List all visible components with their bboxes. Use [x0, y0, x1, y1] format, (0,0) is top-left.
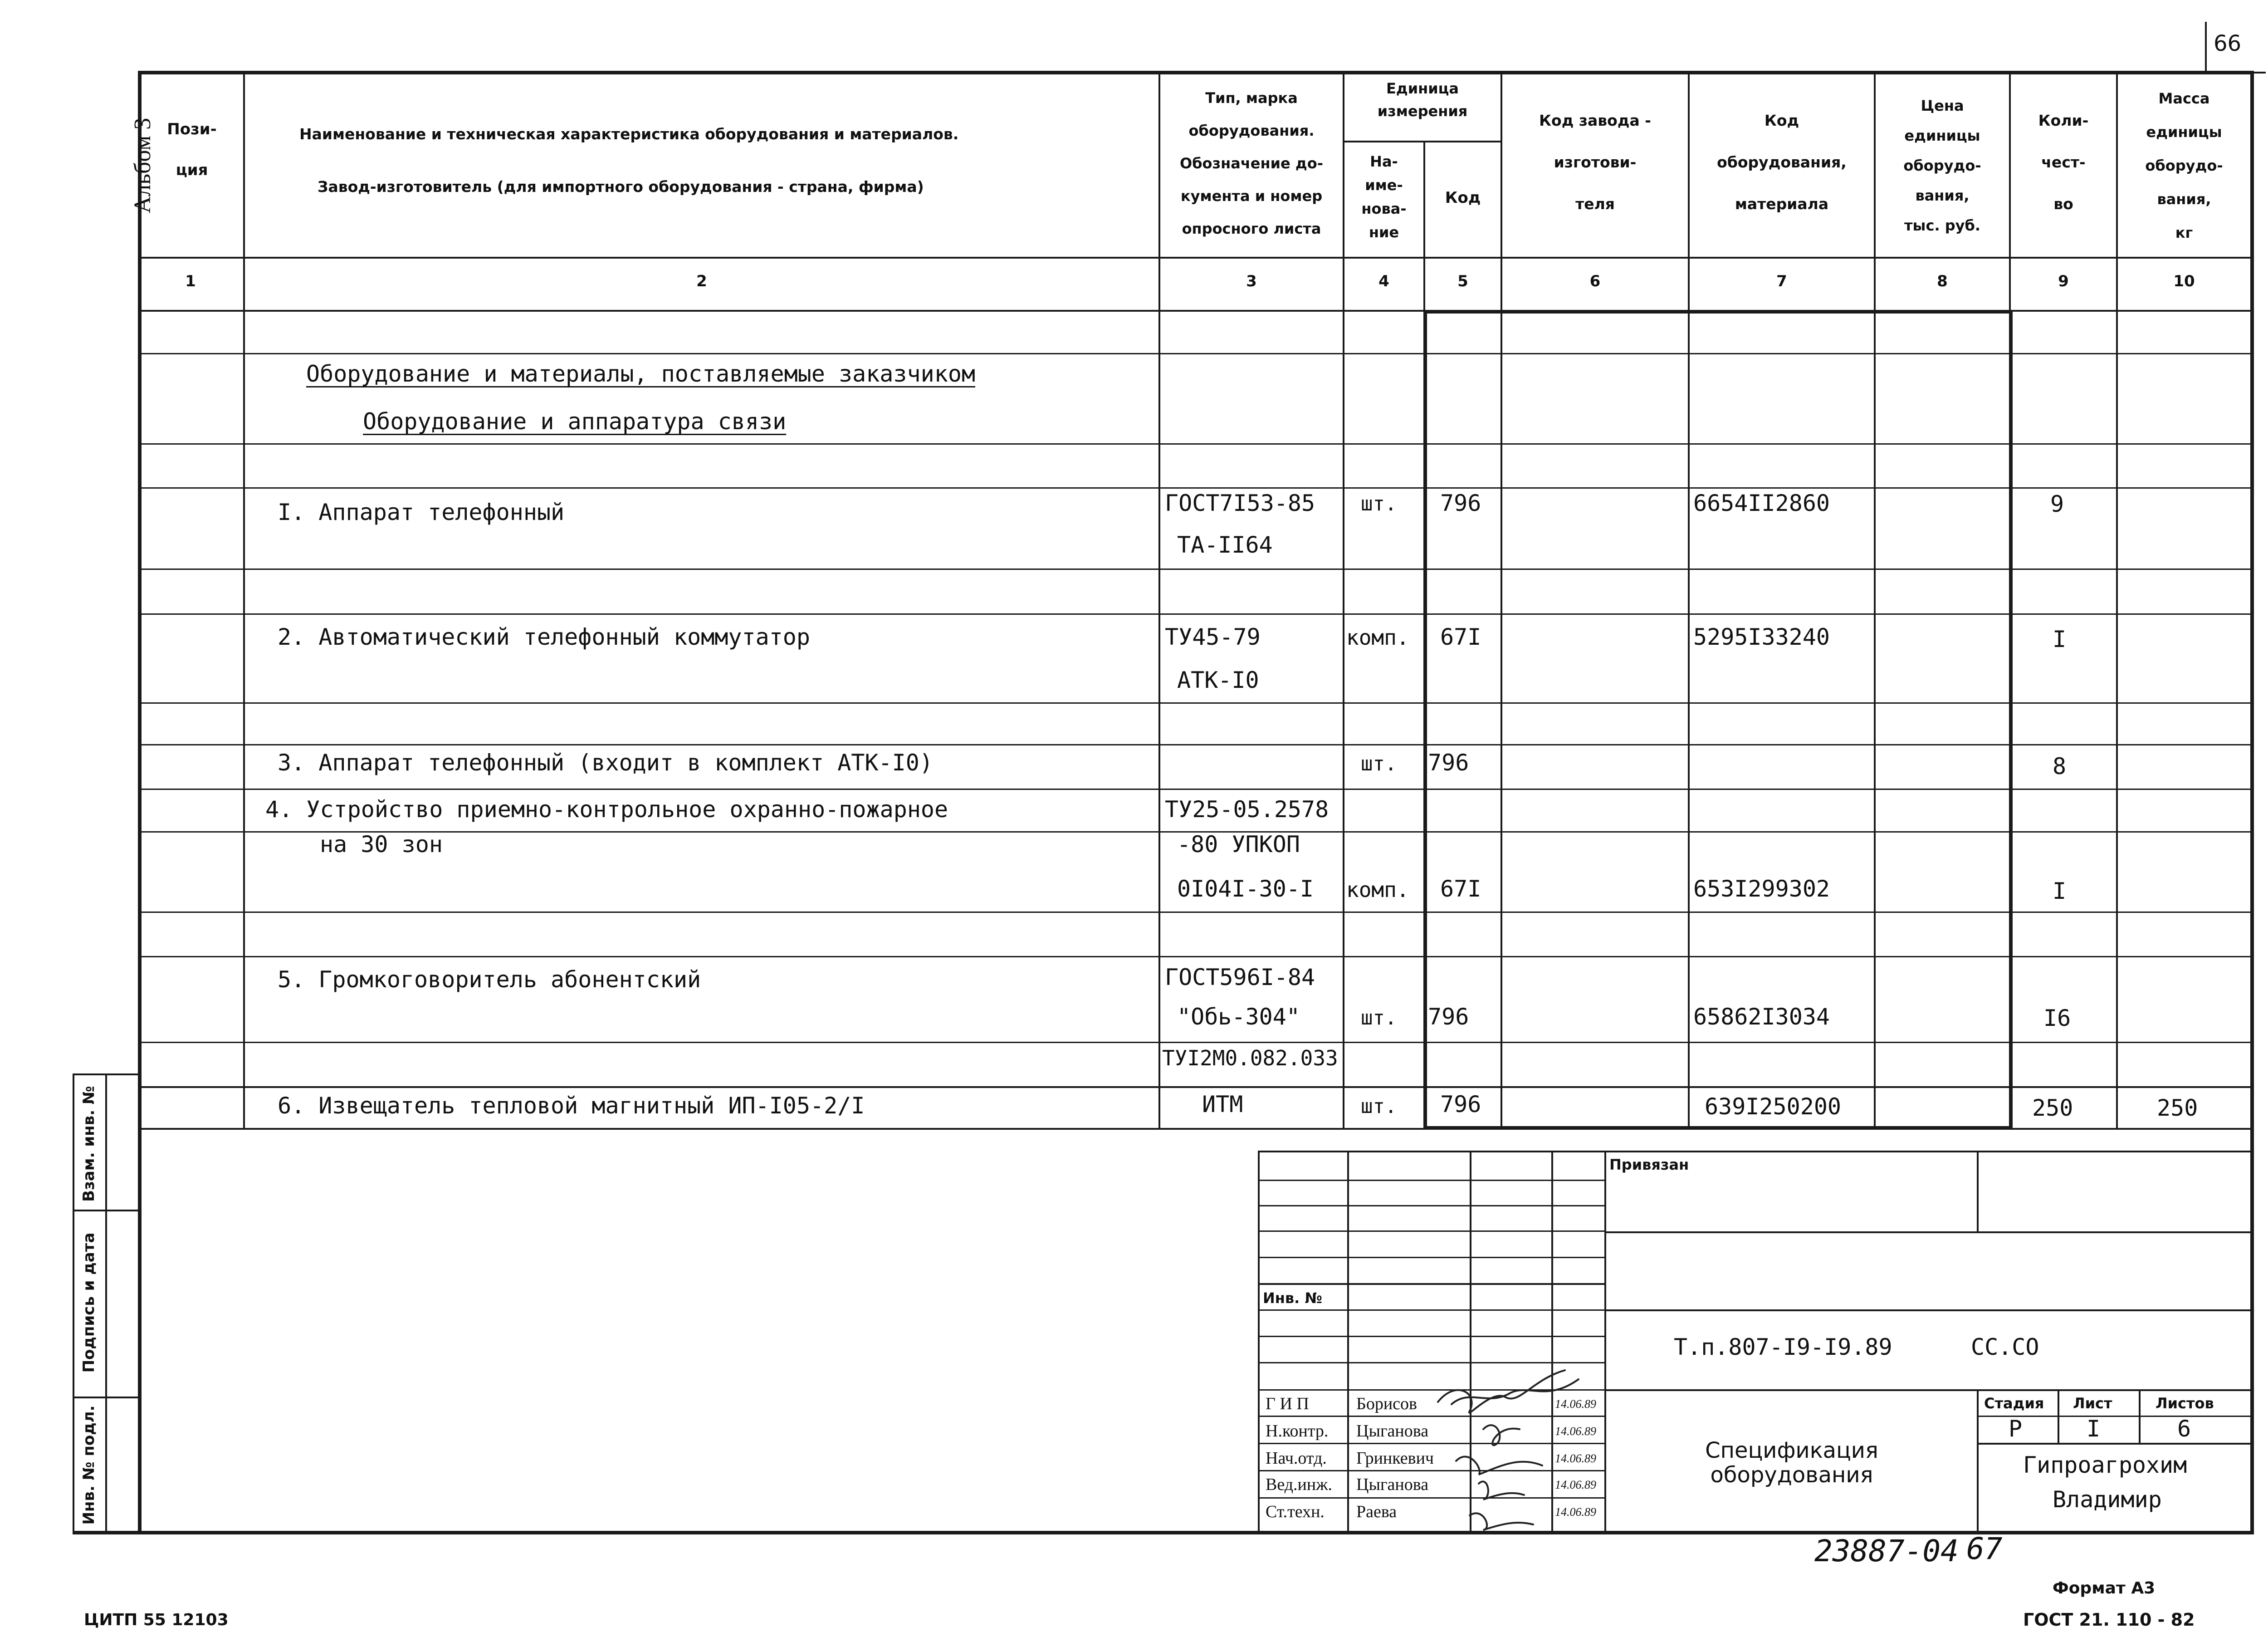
frame-right-border: [2250, 71, 2254, 1534]
row-unit-code: 67I: [1440, 876, 1481, 902]
col-number: 2: [696, 272, 707, 290]
col-number: 10: [2173, 272, 2195, 290]
row-unit: комп.: [1346, 625, 1409, 650]
stamp-role: Вед.инж.: [1266, 1475, 1332, 1494]
row-unit-code: 796: [1440, 1091, 1481, 1117]
header-mass: Масса единицы оборудо- вания, кг: [2145, 90, 2223, 241]
stamp-role: Ст.техн.: [1266, 1502, 1325, 1521]
stamp-date: 14.06.89: [1555, 1397, 1596, 1411]
stamp-sheets: 6: [2177, 1416, 2191, 1442]
stamp-sheet: I: [2087, 1416, 2101, 1442]
header-position: Пози- ция: [167, 120, 217, 179]
header-name-line1: Наименование и техническая характеристика оборудования и материалов.: [299, 125, 959, 143]
album-label: Альбом 3: [130, 118, 156, 214]
row-equipment-code: 639I250200: [1705, 1093, 1842, 1120]
margin-podpis-label: Подпись и дата: [80, 1232, 98, 1373]
row-name: 5. Громкоговоритель абонентский: [278, 966, 701, 993]
row-type: "Обь-304": [1177, 1004, 1300, 1030]
row-name: 3. Аппарат телефонный (входит в комплект АТК-I0): [278, 750, 933, 776]
stamp-org-line1: Гипроагрохим: [2023, 1452, 2187, 1478]
header-unit-name: На- име- нова- ние: [1361, 153, 1407, 241]
row-quantity: 250: [2032, 1095, 2073, 1121]
stamp-person-name: Цыганова: [1356, 1421, 1429, 1441]
format-label: Формат А3: [2053, 1579, 2156, 1598]
row-type: -80 УПКОП: [1177, 831, 1300, 858]
row-name: I. Аппарат телефонный: [278, 499, 565, 525]
handwritten-page: 67: [1966, 1531, 2003, 1566]
row-equipment-code: 653I299302: [1693, 876, 1830, 902]
col-number: 1: [185, 272, 196, 290]
stamp-doc-code: Т.п.807-I9-I9.89: [1674, 1334, 1892, 1360]
header-name-line2: Завод-изготовитель (для импортного оборудования - страна, фирма): [318, 178, 924, 196]
row-equipment-code: 6654II2860: [1693, 490, 1830, 516]
row-type: ТУ45-79: [1165, 624, 1261, 650]
margin-vzam-label: Взам. инв. №: [80, 1086, 98, 1202]
row-equipment-code: 5295I33240: [1693, 624, 1830, 650]
col-number: 5: [1457, 272, 1468, 290]
col-number: 7: [1776, 272, 1787, 290]
row-unit-code: 796: [1428, 750, 1469, 776]
row-quantity: 9: [2050, 491, 2064, 517]
header-unit-code: Код: [1445, 189, 1481, 207]
stamp-sheets-label: Листов: [2156, 1395, 2214, 1412]
section-title: Оборудование и материалы, поставляемые заказчиком: [306, 361, 976, 387]
frame-top-border: [138, 71, 2254, 74]
margin-strip-left: [73, 1073, 74, 1533]
row-name: 2. Автоматический телефонный коммутатор: [278, 624, 810, 650]
col-number: 3: [1246, 272, 1257, 290]
row-type: ИТМ: [1202, 1091, 1243, 1117]
page-number: 66: [2214, 31, 2242, 56]
row-mass: 250: [2157, 1095, 2198, 1121]
stamp-person-name: Гринкевич: [1356, 1449, 1434, 1468]
row-equipment-code: 65862I3034: [1693, 1004, 1830, 1030]
stamp-date: 14.06.89: [1555, 1505, 1596, 1519]
stamp-person-name: Цыганова: [1356, 1475, 1429, 1494]
stamp-date: 14.06.89: [1555, 1478, 1596, 1491]
stamp-sheet-label: Лист: [2073, 1395, 2112, 1412]
stamp-inv-no-label: Инв. №: [1263, 1289, 1322, 1307]
row-name: 6. Извещатель тепловой магнитный ИП-I05-2/I: [278, 1093, 865, 1119]
header-manufacturer-code: Код завода - изготови- теля: [1539, 112, 1651, 213]
col-number: 6: [1589, 272, 1601, 290]
stamp-title: Спецификация оборудования: [1705, 1438, 1878, 1488]
col-number: 8: [1937, 272, 1948, 290]
subsection-title: Оборудование и аппаратура связи: [363, 408, 787, 435]
header-unit-group: Единица измерения: [1377, 80, 1468, 120]
margin-inv-podl-label: Инв. № подл.: [80, 1405, 98, 1525]
row-unit-code: 67I: [1440, 624, 1481, 650]
col-number: 4: [1378, 272, 1389, 290]
stamp-stage: Р: [2009, 1416, 2023, 1442]
bottom-right-gost: ГОСТ 21. 110 - 82: [2023, 1610, 2195, 1630]
row-unit-code: 796: [1440, 490, 1481, 516]
row-type: ТА-II64: [1177, 532, 1273, 558]
row-unit: шт.: [1361, 1095, 1397, 1118]
stamp-doc-suffix: СС.СО: [1971, 1334, 2039, 1360]
header-type: Тип, марка оборудования. Обозначение до- кумента и номер опросного листа: [1180, 89, 1323, 237]
row-unit-code: 796: [1428, 1004, 1469, 1030]
stamp-privyazan-label: Привязан: [1609, 1156, 1689, 1173]
col-number: 9: [2058, 272, 2069, 290]
row-name-continued: на 30 зон: [320, 831, 443, 858]
row-type: 0I04I-30-I: [1177, 876, 1314, 902]
header-price: Цена единицы оборудо- вания, тыс. руб.: [1903, 97, 1981, 234]
stamp-role: Нач.отд.: [1266, 1449, 1327, 1468]
header-equipment-code: Код оборудования, материала: [1717, 112, 1847, 213]
row-type: АТК-I0: [1177, 667, 1259, 693]
stamp-person-name: Борисов: [1356, 1394, 1417, 1413]
row-unit: шт.: [1361, 1006, 1397, 1029]
row-type: ТУI2М0.082.033: [1162, 1046, 1338, 1070]
stamp-person-name: Раева: [1356, 1502, 1397, 1521]
row-type: ГОСТ7I53-85: [1165, 490, 1315, 516]
row-unit: шт.: [1361, 492, 1397, 515]
stamp-date: 14.06.89: [1555, 1425, 1596, 1438]
stamp-stage-label: Стадия: [1984, 1395, 2044, 1412]
row-quantity: I: [2053, 878, 2067, 904]
handwritten-number: 23887-04: [1814, 1534, 1959, 1568]
row-type: ТУ25-05.2578: [1165, 796, 1329, 823]
row-quantity: 8: [2053, 753, 2067, 779]
bottom-left-code: ЦИТП 55 12103: [84, 1611, 229, 1629]
signature-scribbles: [1429, 1361, 1601, 1534]
stamp-role: Н.контр.: [1266, 1421, 1329, 1441]
stamp-org-line2: Владимир: [2053, 1486, 2162, 1513]
stamp-date: 14.06.89: [1555, 1452, 1596, 1465]
stamp-role: Г И П: [1266, 1394, 1309, 1413]
header-quantity: Коли- чест- во: [2038, 112, 2089, 213]
row-unit: шт.: [1361, 752, 1397, 775]
row-quantity: I6: [2043, 1005, 2071, 1031]
row-name: 4. Устройство приемно-контрольное охранно-пожарное: [265, 796, 948, 823]
row-unit: комп.: [1346, 877, 1409, 902]
row-quantity: I: [2053, 626, 2067, 652]
row-type: ГОСТ596I-84: [1165, 964, 1315, 990]
